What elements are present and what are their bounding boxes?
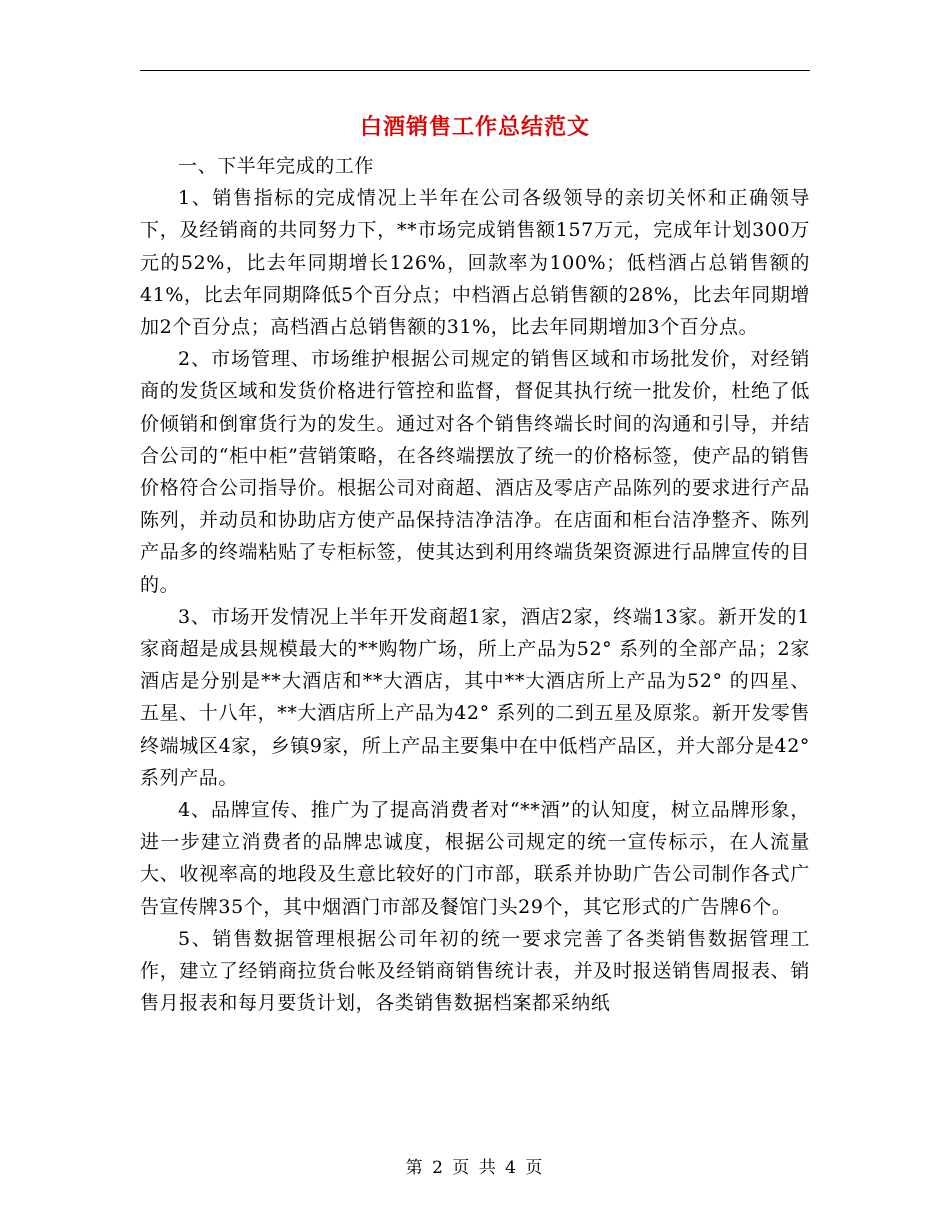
- header-rule: [140, 70, 810, 71]
- paragraph-brand-promotion: 4、品牌宣传、推广为了提高消费者对“**酒”的认知度，树立品牌形象，进一步建立消费者的品牌忠诚度，根据公司规定的统一宣传标示，在人流量大、收视率高的地段及生意比较好的门市部，联系并协助广告公司制作各式广告宣传牌35个，其中烟酒门市部及餐馆门头29个，其它形式的广告牌6个。: [140, 799, 810, 918]
- paragraph-sales-targets: 1、销售指标的完成情况上半年在公司各级领导的亲切关怀和正确领导下，及经销商的共同努力下，**市场完成销售额157万元，完成年计划300万元的52%，比去年同期增长126%，回款率为100%；低档酒占总销售额的41%，比去年同期降低5个百分点；中档酒占总销售额的28%，比去年同期增加2个百分点；高档酒占总销售额的31%，比去年同期增加3个百分点。: [140, 187, 810, 339]
- document-body: [140, 150, 810, 1019]
- page-number-footer: 第 2 页 共 4 页: [405, 1158, 545, 1178]
- paragraph-market-management: 2、市场管理、市场维护根据公司规定的销售区域和市场批发价，对经销商的发货区域和发货价格进行管控和监督，督促其执行统一批发价，杜绝了低价倾销和倒窜货行为的发生。通过对各个销售终端长时间的沟通和引导，并结合公司的“柜中柜”营销策略，在各终端摆放了统一的价格标签，使产品的销售价格符合公司指导价。根据公司对商超、酒店及零店产品陈列的要求进行产品陈列，并动员和协助店方使产品保持洁净洁净。在店面和柜台洁净整齐、陈列产品多的终端粘贴了专柜标签，使其达到利用终端货架资源进行品牌宣传的目的。: [140, 348, 810, 596]
- section-heading: 一、下半年完成的工作: [178, 155, 375, 177]
- paragraph-market-development: 3、市场开发情况上半年开发商超1家，酒店2家，终端13家。新开发的1家商超是成县规模最大的**购物广场，所上产品为52° 系列的全部产品；2家酒店是分别是**大酒店和**大酒店，其中**大酒店所上产品为52° 的四星、五星、十八年，**大酒店所上产品为42° 系列的二到五星及原浆。新开发零售终端城区4家，乡镇9家，所上产品主要集中在中低档产品区，并大部分是42° 系列产品。: [140, 605, 810, 789]
- page-title: 白酒销售工作总结范文: [359, 114, 590, 140]
- paragraph-sales-data: 5、销售数据管理根据公司年初的统一要求完善了各类销售数据管理工作，建立了经销商拉货台帐及经销商销售统计表，并及时报送销售周报表、销售月报表和每月要货计划，各类销售数据档案都采纳纸: [140, 927, 810, 1015]
